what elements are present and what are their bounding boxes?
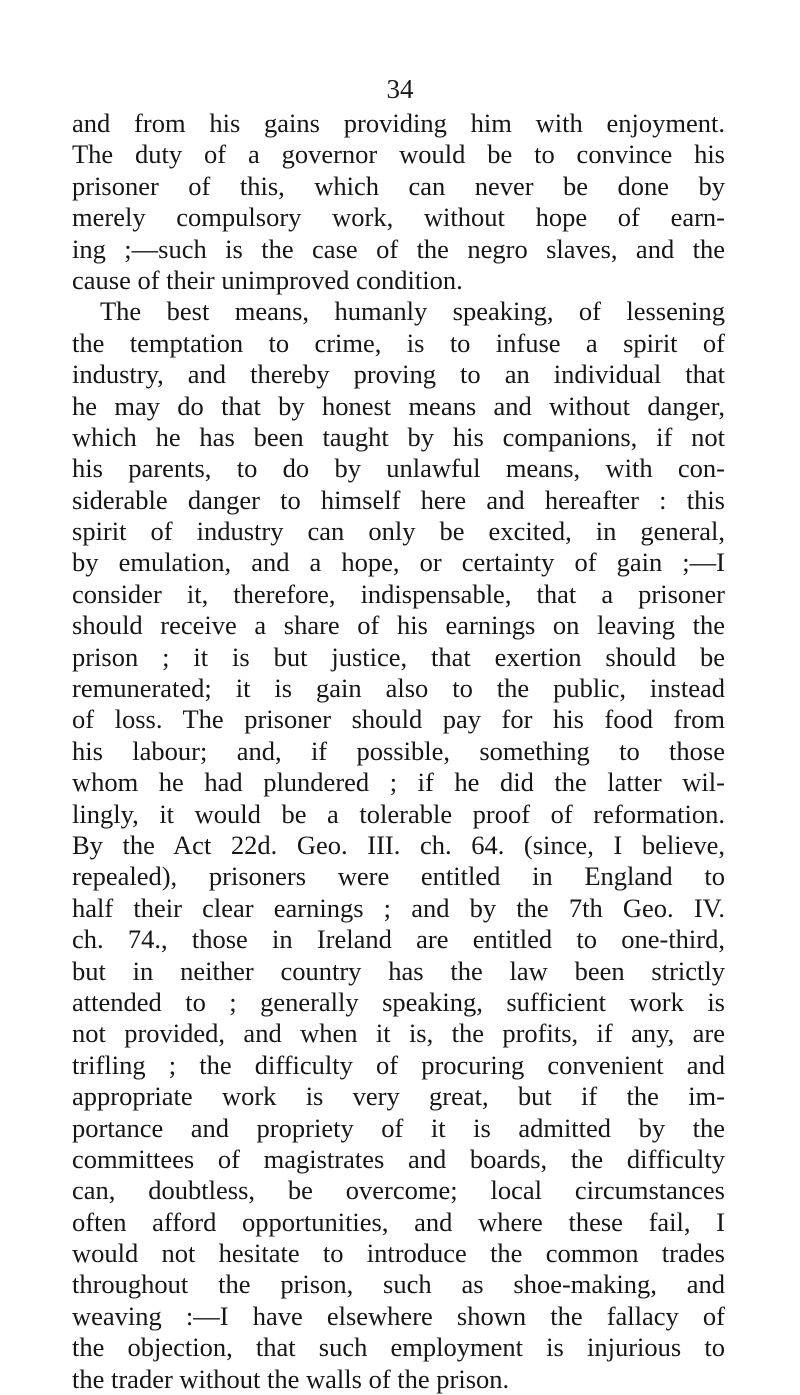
text-line: should receive a share of his earnings on leaving the [72,610,725,641]
text-line: not provided, and when it is, the profits, if any, are [72,1018,725,1049]
text-line: appropriate work is very great, but if the im- [72,1081,725,1112]
text-line: throughout the prison, such as shoe-making, and [72,1269,725,1300]
text-line: siderable danger to himself here and hereafter : this [72,484,725,515]
text-line: attended to ; generally speaking, sufficient work is [72,986,725,1017]
text-line: he may do that by honest means and without danger, [72,390,725,421]
text-line: The duty of a governor would be to convince his [72,139,725,170]
text-line: the trader without the walls of the prison. [72,1363,510,1394]
body-text [72,108,725,1395]
text-line: The best means, humanly speaking, of lessening [100,296,725,327]
text-line: industry, and thereby proving to an individual that [72,359,725,390]
text-line: portance and propriety of it is admitted by the [72,1112,725,1143]
text-line: which he has been taught by his companions, if not [72,421,725,452]
text-line: can, doubtless, be overcome; local circumstances [72,1175,725,1206]
text-line: By the Act 22d. Geo. III. ch. 64. (since, I believe, [72,829,725,860]
text-line: the temptation to crime, is to infuse a spirit of [72,327,725,358]
text-line: by emulation, and a hope, or certainty of gain ;—I [72,547,725,578]
text-line: his parents, to do by unlawful means, with con- [72,453,725,484]
text-line: half their clear earnings ; and by the 7th Geo. IV. [72,892,725,923]
text-line: trifling ; the difficulty of procuring convenient and [72,1049,725,1080]
text-line: repealed), prisoners were entitled in England to [72,861,725,892]
text-line: cause of their unimproved condition. [72,264,463,295]
text-line: and from his gains providing him with enjoyment. [72,108,725,138]
page-number: 34 [386,74,414,104]
text-line: ch. 74., those in Ireland are entitled to one-third, [72,924,725,955]
text-line: whom he had plundered ; if he did the latter wil- [72,767,725,798]
text-line: often afford opportunities, and where these fail, I [72,1206,725,1237]
text-line: prisoner of this, which can never be done by [72,170,725,201]
text-line: merely compulsory work, without hope of earn- [72,202,725,233]
text-line: spirit of industry can only be excited, in general, [72,516,725,547]
text-line: remunerated; it is gain also to the public, instead [72,673,725,704]
text-line: of loss. The prisoner should pay for his food from [72,704,725,735]
text-line: the objection, that such employment is injurious to [72,1332,725,1363]
text-line: but in neither country has the law been strictly [72,955,725,986]
text-line: consider it, therefore, indispensable, that a prisoner [72,578,725,609]
text-line: ing ;—such is the case of the negro slaves, and the [72,233,725,264]
text-line: lingly, it would be a tolerable proof of reformation. [72,798,725,829]
text-line: weaving :—I have elsewhere shown the fallacy of [72,1300,725,1331]
text-line: prison ; it is but justice, that exertion should be [72,641,725,672]
text-line: would not hesitate to introduce the common trades [72,1238,725,1269]
text-line: committees of magistrates and boards, the difficulty [72,1143,725,1174]
text-line: his labour; and, if possible, something to those [72,735,725,766]
